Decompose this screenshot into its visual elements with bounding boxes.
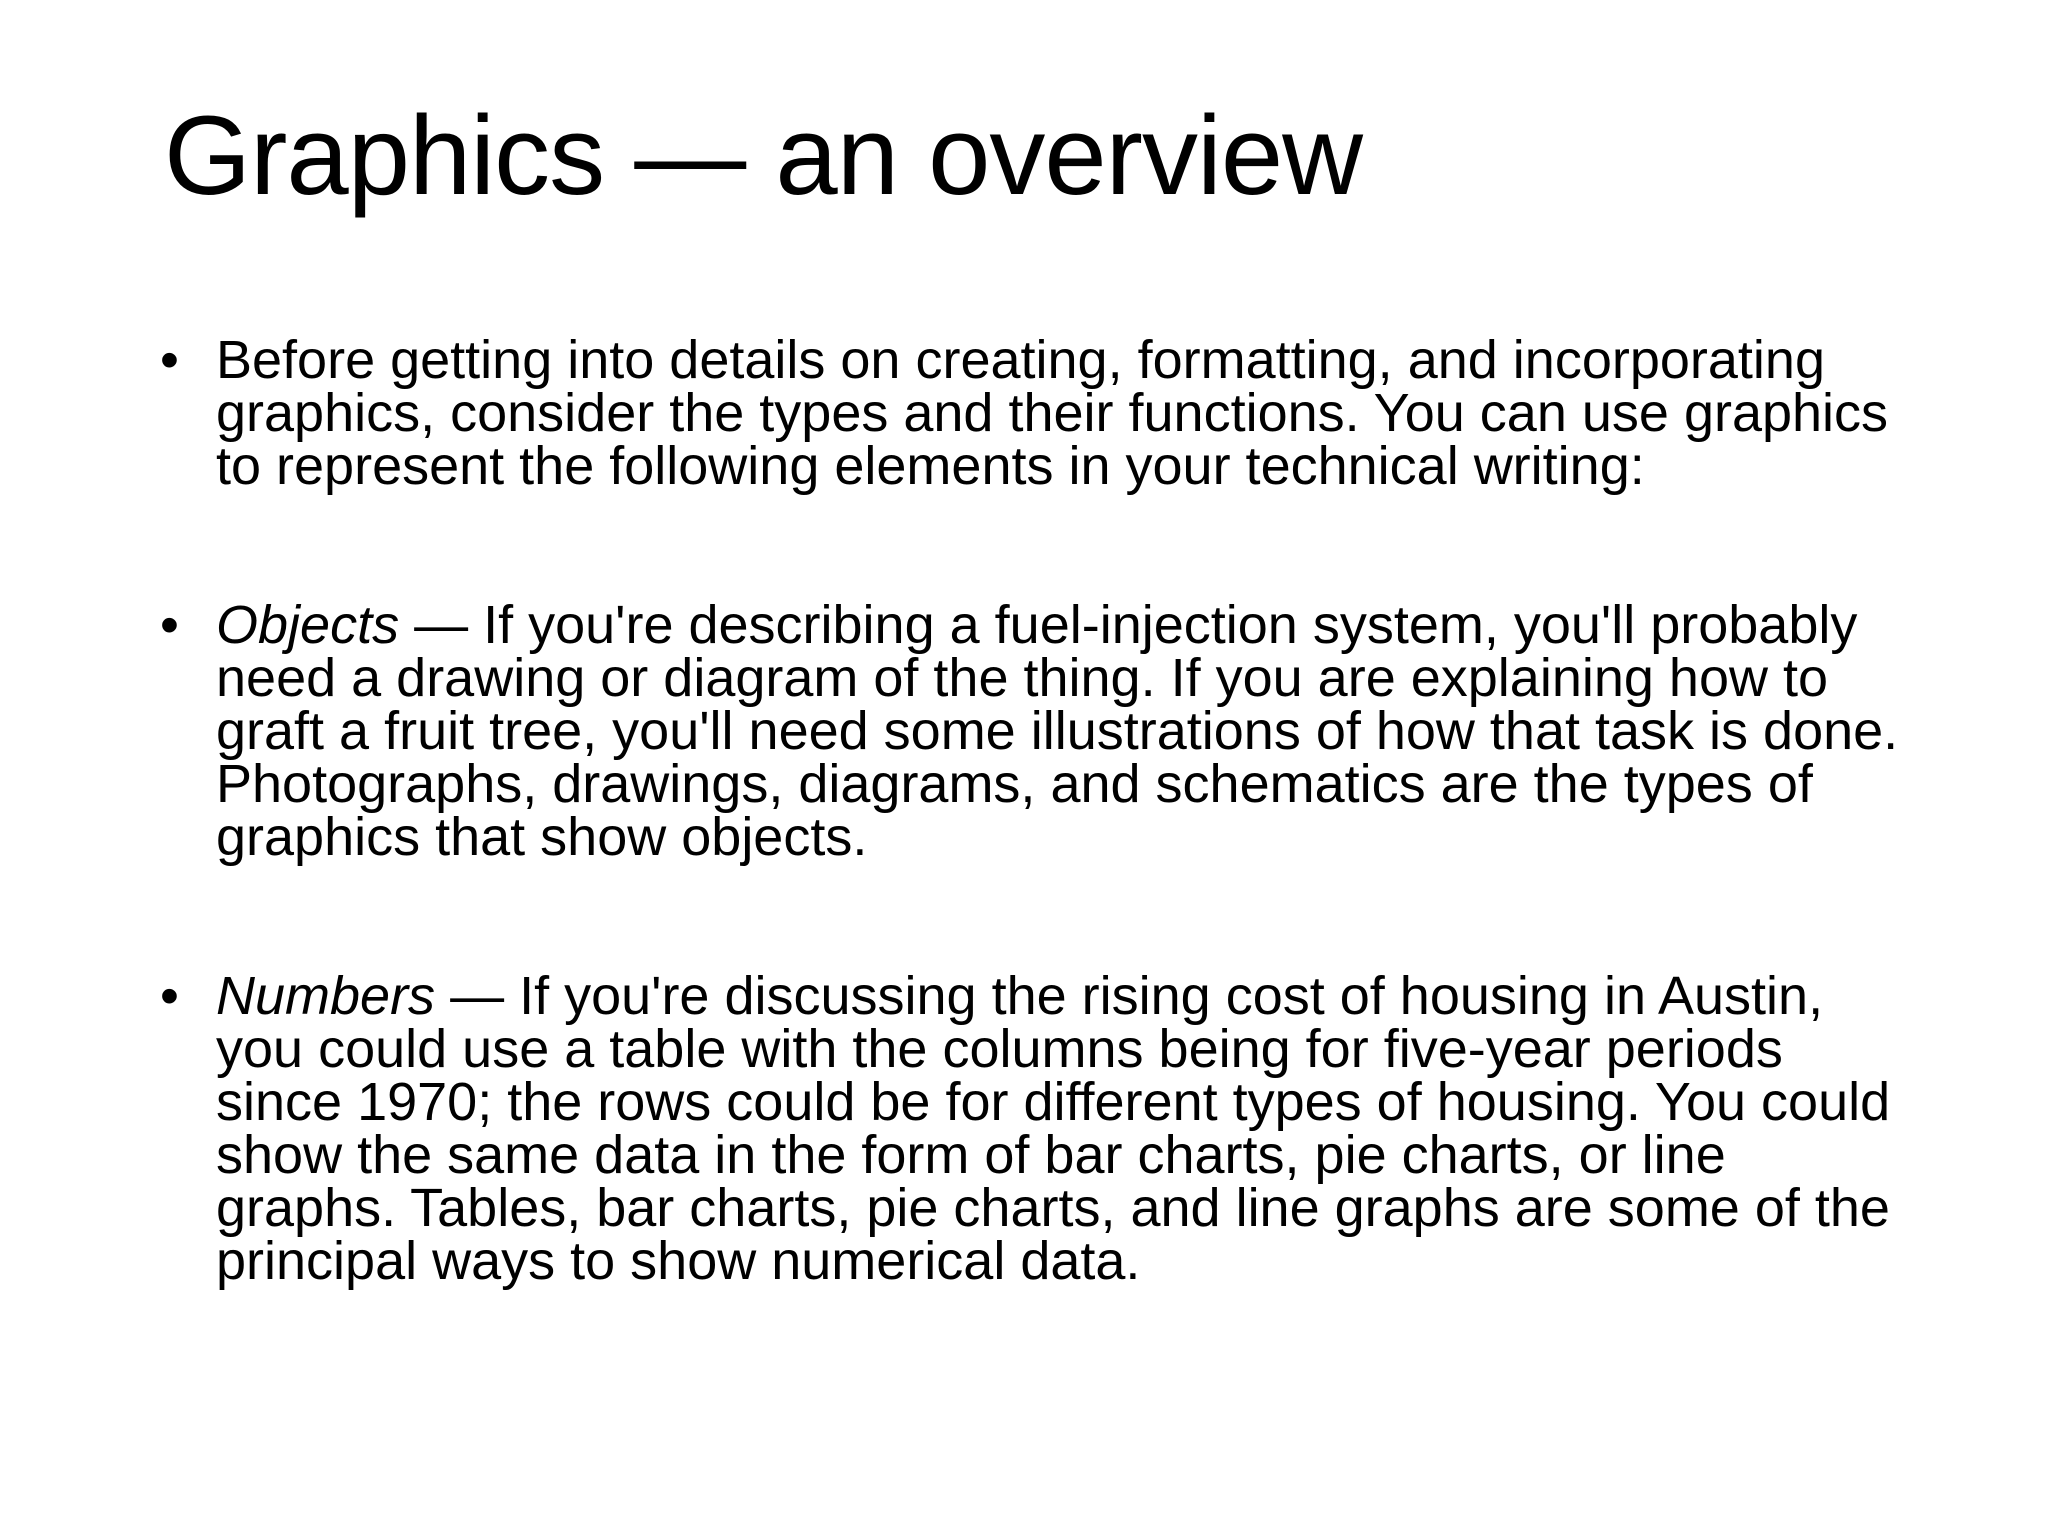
bullet-point-icon: • [160, 966, 179, 1026]
slide-title: Graphics — an overview [164, 93, 1363, 218]
bullet-point-icon: • [160, 330, 179, 390]
bullet-text: — If you're describing a fuel-injection system, you'll probably need a drawing or diagram of the thing. If you are explaining how to graft a fruit tree, you'll need some illustrations of how that task is done. Photographs, drawings, diagrams, and schematics are the types of graphics that show objects. [216, 595, 1899, 867]
bullet-list [160, 330, 1920, 1291]
bullet-text: — If you're discussing the rising cost of housing in Austin, you could use a table with the columns being for five-year periods since 1970; the rows could be for different types of housing. You could show the same data in the form of bar charts, pie charts, or line graphs. Tables, bar charts, pie charts, and line graphs are some of the principal ways to show numerical data. [216, 966, 1891, 1291]
bullet-intro [160, 330, 1920, 496]
bullet-objects [160, 595, 1920, 867]
bullet-numbers [160, 966, 1920, 1291]
bullet-term: Numbers [216, 966, 436, 1026]
bullet-term: Objects [216, 595, 400, 655]
bullet-point-icon: • [160, 595, 179, 655]
bullet-text: Before getting into details on creating, formatting, and incorporating graphics, consider the types and their functions. You can use graphics to represent the following elements in your technical writing: [216, 330, 1889, 496]
